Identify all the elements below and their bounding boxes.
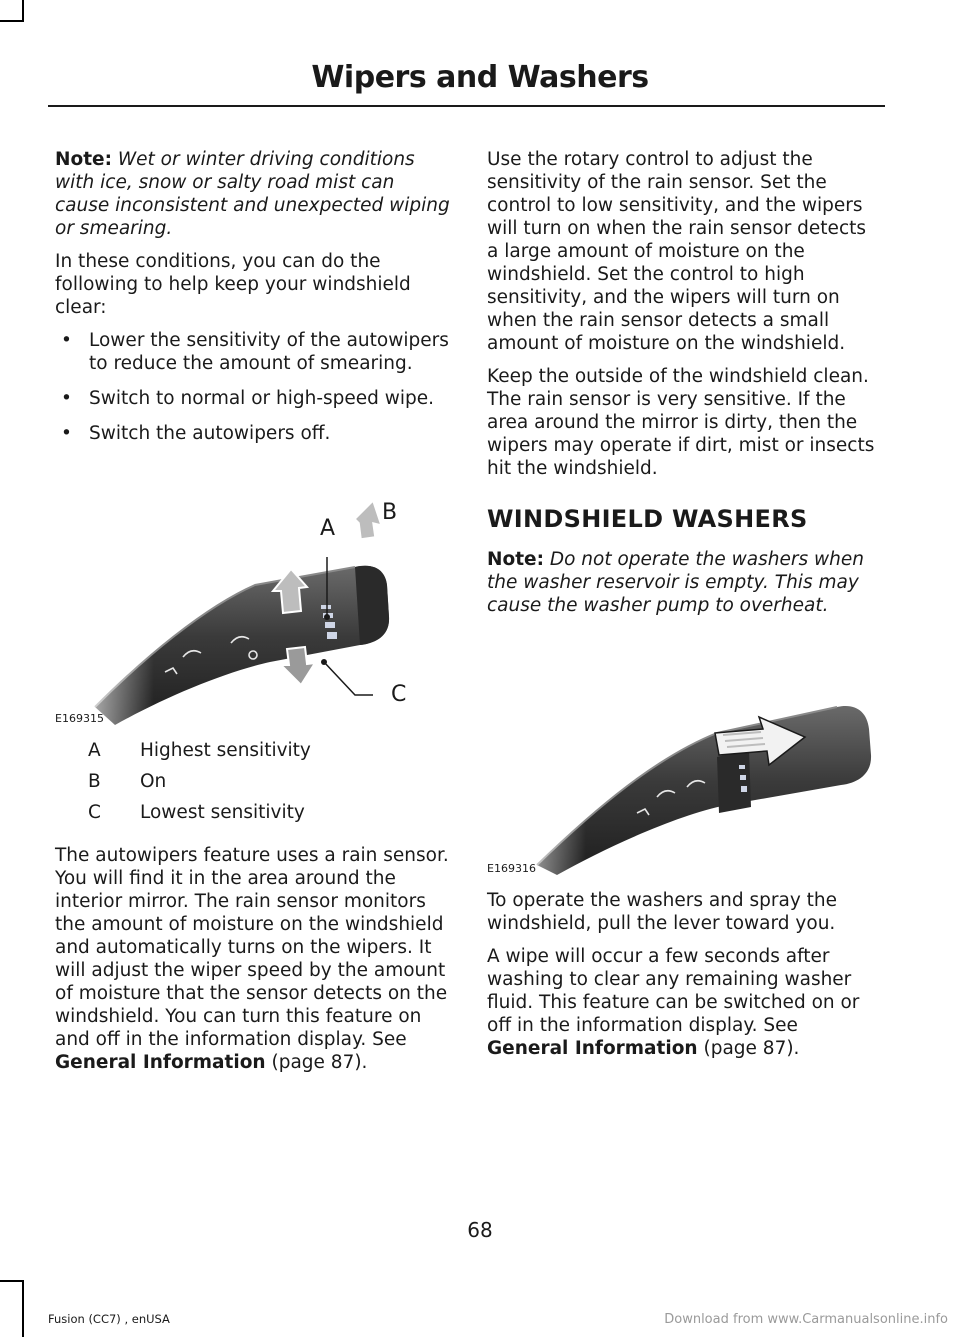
legend-value: Lowest sensitivity (140, 802, 305, 823)
list-item: • Lower the sensitivity of the autowipers to reduce the amount of smearing. (55, 329, 450, 375)
right-column (487, 148, 882, 1070)
page-number: 68 (467, 1218, 493, 1242)
section-heading: WINDSHIELD WASHERS (487, 505, 808, 533)
callout-c-label: C (391, 682, 407, 707)
washer-lever-illustration (487, 637, 882, 875)
figure-code: E169315 (55, 712, 104, 725)
general-information-link[interactable]: General Information (55, 1052, 266, 1073)
list-item: • Switch the autowipers off. (55, 422, 450, 445)
wipe-text: A wipe will occur a few seconds after washing to clear any remaining washer fluid. This feature can be switched on or off in the information display. See (487, 946, 860, 1036)
figure-code: E169316 (487, 862, 536, 875)
callout-b-label: B (382, 500, 398, 525)
page-title: Wipers and Washers (311, 60, 649, 95)
intro-paragraph: In these conditions, you can do the following to help keep your windshield clear: (55, 251, 411, 318)
crop-mark (0, 1280, 22, 1282)
legend-value: Highest sensitivity (140, 740, 311, 761)
wiper-lever-illustration (55, 457, 450, 725)
legend-key: C (88, 802, 101, 823)
legend-row (55, 739, 450, 770)
wipe-paragraph (487, 945, 882, 1060)
legend-row (55, 770, 450, 801)
note-text: Wet or winter driving conditions with ice, snow or salty road mist can cause inconsistent and unexpected wiping or smearing. (55, 149, 450, 239)
crop-mark (0, 20, 22, 22)
callout-a-label: A (320, 516, 336, 541)
page-reference: (page 87). (265, 1052, 368, 1073)
list-item: • Switch to normal or high-speed wipe. (55, 387, 450, 410)
legend-key: B (88, 771, 101, 792)
note-label: Note: (55, 149, 112, 170)
callout-legend (55, 739, 450, 832)
legend-value: On (140, 771, 167, 792)
header-divider (48, 105, 885, 107)
note-label: Note: (487, 549, 544, 570)
general-information-link[interactable]: General Information (487, 1038, 698, 1059)
footer-model: Fusion (CC7) , enUSA (48, 1312, 170, 1326)
rotary-control-paragraph: Use the rotary control to adjust the sensitivity of the rain sensor. Set the control to low sensitivity, and the wipers will turn on when the rain sensor detects a large amount of moisture on the windshield. Set the control to high sensitivity, and the wipers will turn on when the rain sensor detects a small amount of moisture on the windshield. (487, 149, 867, 354)
washer-lever-figure (487, 637, 882, 875)
legend-key: A (88, 740, 101, 761)
left-column (55, 148, 450, 1084)
footer-watermark: Download from www.Carmanualsonline.info (664, 1312, 948, 1327)
crop-mark (22, 1280, 24, 1337)
note-text: Do not operate the washers when the washer reservoir is empty. This may cause the washer pump to overheat. (487, 549, 864, 616)
wiper-lever-sensitivity-figure (55, 457, 450, 725)
rain-sensor-text: The autowipers feature uses a rain sensor. You will find it in the area around the interior mirror. The rain sensor monitors the amount of moisture on the windshield and automatically turns on the wipers. It will adjust the wiper speed by the amount of moisture that the sensor detects on the windshield. You can turn this feature on and off in the information display. See (55, 845, 449, 1050)
crop-mark (22, 0, 24, 22)
page-reference: (page 87). (697, 1038, 800, 1059)
note-paragraph (55, 148, 450, 240)
windshield-clean-paragraph: Keep the outside of the windshield clean. The rain sensor is very sensitive. If the area around the mirror is dirty, then the wipers may operate if dirt, mist or insects hit the windshield. (487, 366, 875, 479)
rain-sensor-paragraph (55, 844, 450, 1074)
washer-note-paragraph (487, 548, 882, 617)
legend-row (55, 801, 450, 832)
bullet-list (55, 329, 450, 445)
operate-washers-paragraph: To operate the washers and spray the windshield, pull the lever toward you. (487, 890, 838, 934)
